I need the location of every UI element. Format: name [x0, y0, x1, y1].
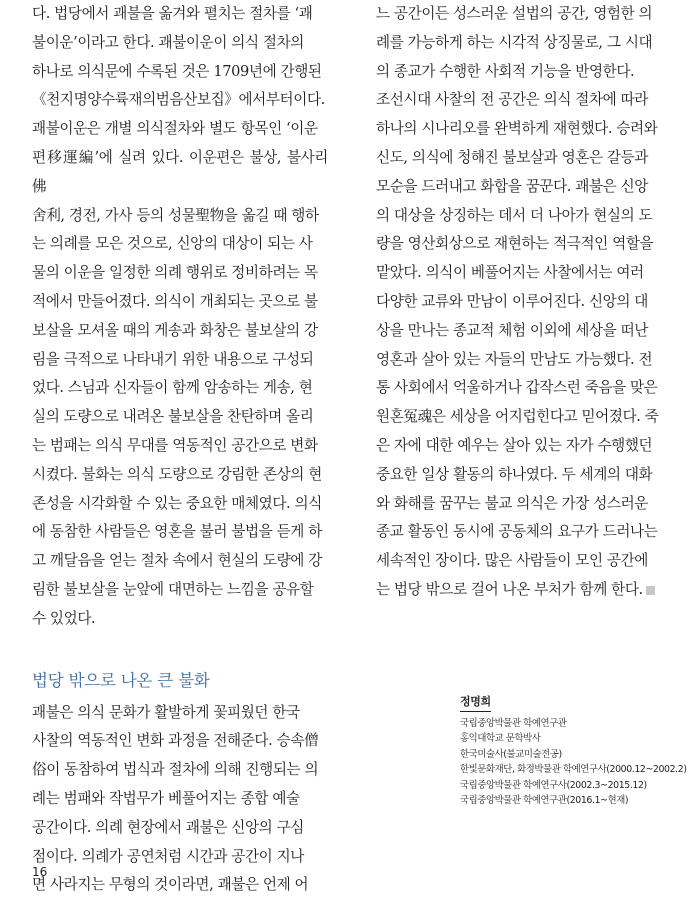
author-affiliations	[460, 716, 690, 809]
page-number: 16	[32, 865, 48, 879]
body-paragraph	[376, 86, 674, 604]
text-line: 상을 만나는 종교적 체험 이외에 세상을 떠난	[376, 321, 648, 339]
text-line: 하나의 시나리오를 완벽하게 재현했다. 승려와	[376, 120, 658, 138]
text-line: 맡았다. 의식이 베풀어지는 사찰에서는 여러	[376, 264, 644, 282]
text-line: 적에서 만들어졌다. 의식이 개최되는 곳으로 불	[32, 292, 318, 310]
body-paragraph	[376, 0, 674, 86]
text-line: 존성을 시각화할 수 있는 중요한 매체였다. 의식	[32, 494, 322, 512]
text-line: 조선시대 사찰의 전 공간은 의식 절차에 따라	[376, 91, 648, 109]
text-line: 다. 법당에서 괘불을 옮겨와 펼치는 절차를 ‘괘	[32, 5, 313, 22]
text-line: 《천지명양수륙재의범음산보집》에서부터이다.	[32, 91, 325, 109]
text-line: 사찰의 역동적인 변화 과정을 전해준다. 승속僧	[32, 732, 319, 750]
end-mark-icon	[646, 586, 655, 595]
text-line: 고 깨달음을 얻는 절차 속에서 현실의 도량에 강	[32, 552, 322, 570]
text-line: 었다. 스님과 신자들이 함께 암송하는 게송, 현	[32, 379, 313, 397]
affiliation-line: 홍익대학교 문학박사	[460, 733, 541, 744]
text-line: 공간이다. 의례 현장에서 괘불은 신앙의 구심	[32, 818, 304, 836]
affiliation-line: 한빛문화재단, 화정박물관 학예연구사(2000.12~2002.2)	[460, 764, 687, 775]
text-line: 다양한 교류와 만남이 이루어진다. 신앙의 대	[376, 292, 648, 310]
text-line: 에 동참한 사람들은 영혼을 불러 불법을 듣게 하	[32, 523, 322, 541]
text-line: 수 있었다.	[32, 609, 96, 627]
text-line: 은 자에 대한 예우는 살아 있는 자가 수행했던	[376, 436, 653, 454]
text-line: 물의 이운을 일정한 의례 행위로 정비하려는 목	[32, 264, 318, 282]
text-line: 俗이 동참하여 법식과 절차에 의해 진행되는 의	[32, 761, 319, 779]
text-line: 의 대상을 상징하는 데서 더 나아가 현실의 도	[376, 206, 653, 224]
text-line: 괘불이운은 개별 의식절차와 별도 항목인 ‘이운	[32, 120, 318, 138]
text-line: 중요한 일상 활동의 하나였다. 두 세계의 대화	[376, 465, 653, 483]
text-line: 례는 범패와 작법무가 베풀어지는 종합 예술	[32, 789, 300, 807]
text-line: 신도, 의식에 청해진 불보살과 영혼은 갈등과	[376, 148, 648, 166]
text-line: 종교 활동인 동시에 공동체의 요구가 드러나는	[376, 523, 658, 541]
left-column	[32, 0, 328, 900]
text-line: 점이다. 의례가 공연처럼 시간과 공간이 지나	[32, 847, 304, 865]
text-line: 례를 가능하게 하는 시각적 상징물로, 그 시대	[376, 33, 653, 51]
text-line: 원혼冤魂은 세상을 어지럽힌다고 믿어졌다. 죽	[376, 408, 659, 426]
text-line: 괘불은 의식 문화가 활발하게 꽃피웠던 한국	[32, 703, 300, 721]
text-line: 편移運編’에 실려 있다. 이운편은 불상, 불사리佛	[32, 148, 328, 195]
right-column	[376, 0, 674, 605]
text-line: 는 범패는 의식 무대를 역동적인 공간으로 변화	[32, 436, 318, 454]
text-line: 실의 도량으로 내려온 불보살을 찬탄하며 올리	[32, 408, 314, 426]
text-line: 하나로 의식문에 수록된 것은 1709년에 간행된	[32, 62, 322, 80]
text-line: 림을 극적으로 나타내기 위한 내용으로 구성되	[32, 350, 314, 368]
text-line: 림한 불보살을 눈앞에 대면하는 느낌을 공유할	[32, 580, 314, 598]
text-line: 의 종교가 수행한 사회적 기능을 반영한다.	[376, 62, 635, 80]
text-line: 는 법당 밖으로 걸어 나온 부처가 함께 한다.	[376, 576, 674, 605]
body-paragraph	[32, 0, 328, 634]
text-line: 와 화해를 꿈꾸는 불교 의식은 가장 성스러운	[376, 494, 648, 512]
author-info	[460, 694, 690, 809]
section-title: 법당 밖으로 나온 큰 불화	[32, 670, 210, 690]
text-line: 영혼과 살아 있는 자들의 만남도 가능했다. 전	[376, 350, 653, 368]
text-line: 통 사회에서 억울하거나 갑작스런 죽음을 맞은	[376, 379, 658, 397]
text-line: 면 사라지는 무형의 것이라면, 괘불은 언제 어	[32, 876, 309, 894]
text-line: 세속적인 장이다. 많은 사람들이 모인 공간에	[376, 552, 648, 570]
text-line: 보살을 모셔올 때의 게송과 화창은 불보살의 강	[32, 321, 318, 339]
section-paragraph	[32, 699, 328, 900]
affiliation-line: 한국미술사(불교미술전공)	[460, 748, 562, 760]
affiliation-line: 국립중앙박물관 학예연구관	[460, 717, 567, 729]
text-line: 불이운’이라고 한다. 괘불이운이 의식 절차의	[32, 33, 304, 51]
text-line: 는 의례를 모은 것으로, 신앙의 대상이 되는 사	[32, 235, 313, 253]
text-line: 모순을 드러내고 화합을 꿈꾼다. 괘불은 신앙	[376, 177, 648, 195]
text-line: 시켰다. 불화는 의식 도량으로 강림한 존상의 현	[32, 465, 322, 483]
text-line: 느 공간이든 성스러운 설법의 공간, 영험한 의	[376, 5, 653, 22]
affiliation-line: 국립중앙박물관 학예연구관(2016.1~현재)	[460, 795, 629, 806]
author-name: 정명희	[460, 694, 491, 712]
text-line: 량을 영산회상으로 재현하는 적극적인 역할을	[376, 235, 654, 253]
affiliation-line: 국립중앙박물관 학예연구사(2002.3~2015.12)	[460, 779, 647, 791]
text-line: 舍利, 경전, 가사 등의 성물聖物을 옮길 때 행하	[32, 206, 319, 224]
